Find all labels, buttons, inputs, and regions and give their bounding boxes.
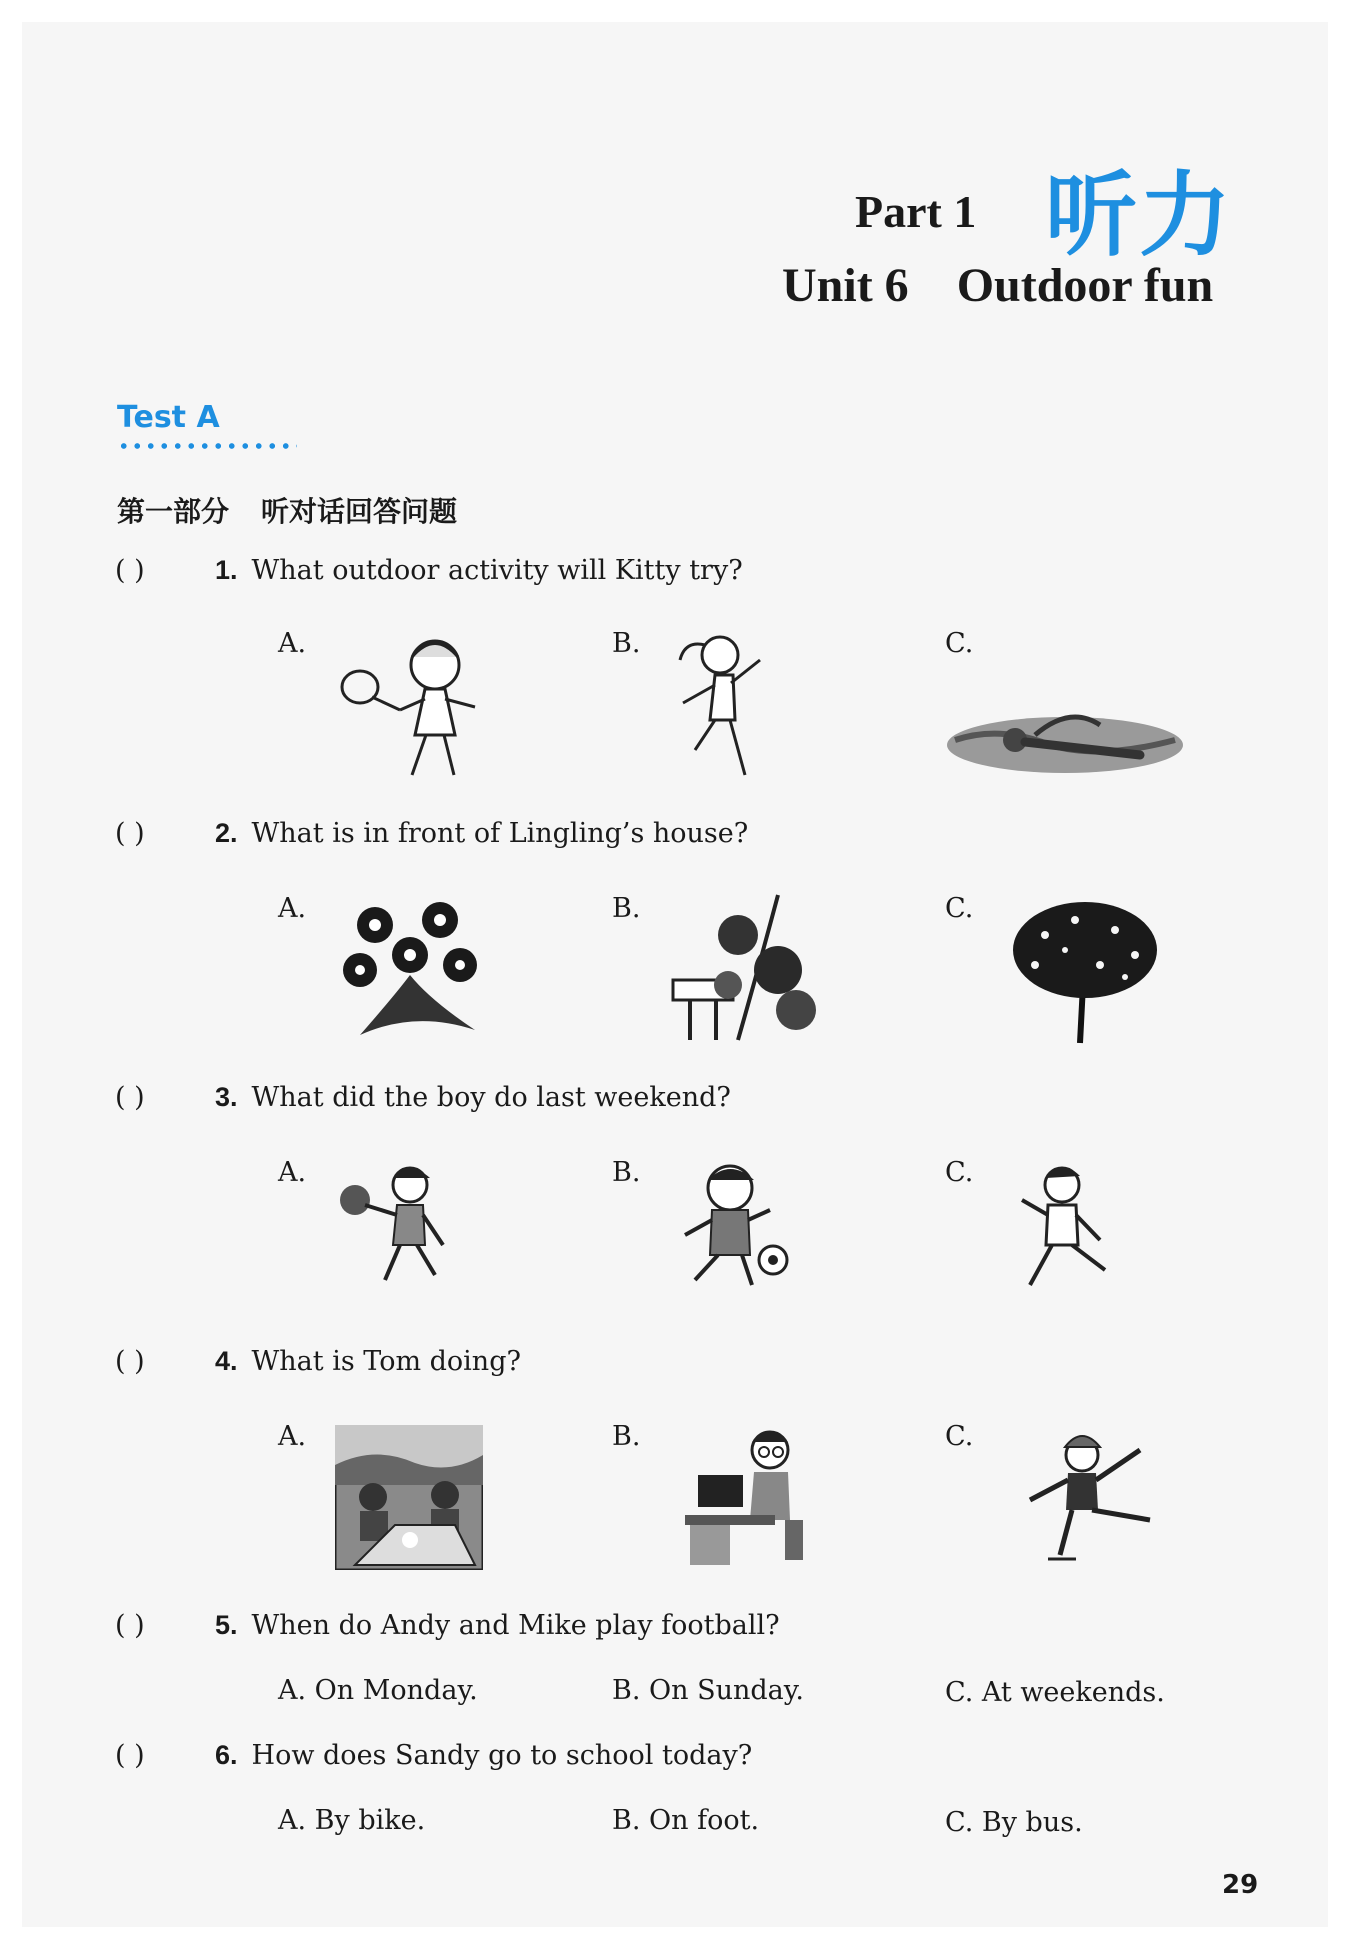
question-text: What outdoor activity will Kitty try? <box>251 555 743 586</box>
question-5 <box>115 1610 780 1641</box>
computer-boy-image <box>680 1420 810 1570</box>
question-text: What is in front of Lingling’s house? <box>251 818 749 849</box>
option-a: A. On Monday. <box>278 1675 478 1706</box>
option-a-label: A. <box>278 1157 307 1188</box>
answer-blank[interactable]: ( ) <box>115 1082 145 1113</box>
swimming-girl-image <box>940 700 1190 785</box>
part-title-chinese: 听力 <box>1045 162 1234 269</box>
picnic-image <box>335 1425 483 1570</box>
option-b-label: B. <box>612 1421 641 1452</box>
option-b-label: B. <box>612 893 641 924</box>
flowers-image <box>335 895 485 1040</box>
question-6 <box>115 1740 752 1771</box>
section-instruction: 听对话回答问题 <box>261 495 458 528</box>
option-c-label: C. <box>945 1421 974 1452</box>
question-number: 6. <box>215 1740 238 1770</box>
question-number: 2. <box>215 818 238 848</box>
test-label: Test A <box>117 400 220 435</box>
option-b-label: B. <box>612 628 641 659</box>
question-4 <box>115 1346 521 1377</box>
answer-blank[interactable]: ( ) <box>115 818 145 849</box>
part-title: Part 1 <box>855 186 977 237</box>
option-b: B. On foot. <box>612 1805 760 1836</box>
basketball-boy-image <box>335 1160 460 1295</box>
football-boy-image <box>670 1160 795 1295</box>
question-text: How does Sandy go to school today? <box>251 1740 753 1771</box>
unit-number: Unit 6 <box>782 259 909 312</box>
option-c-label: C. <box>945 1157 974 1188</box>
question-text: What is Tom doing? <box>251 1346 521 1377</box>
option-c: C. At weekends. <box>945 1677 1165 1708</box>
question-text: What did the boy do last weekend? <box>251 1082 731 1113</box>
section-heading <box>117 490 457 530</box>
option-a-label: A. <box>278 1421 307 1452</box>
option-a-label: A. <box>278 628 307 659</box>
question-3 <box>115 1082 731 1113</box>
tomato-plant-image <box>668 890 828 1045</box>
unit-title: Outdoor fun <box>956 259 1214 312</box>
option-a-label: A. <box>278 893 307 924</box>
unit-heading <box>782 258 1213 313</box>
question-text: When do Andy and Mike play football? <box>251 1610 780 1641</box>
question-number: 5. <box>215 1610 238 1640</box>
answer-blank[interactable]: ( ) <box>115 1740 145 1771</box>
running-girl-image <box>665 625 785 785</box>
question-number: 1. <box>215 555 238 585</box>
option-c-label: C. <box>945 628 974 659</box>
tennis-girl-image <box>330 625 500 785</box>
running-boy-image <box>1000 1160 1125 1295</box>
question-number: 4. <box>215 1346 238 1376</box>
answer-blank[interactable]: ( ) <box>115 1346 145 1377</box>
answer-blank[interactable]: ( ) <box>115 555 145 586</box>
skating-boy-image <box>1020 1425 1160 1565</box>
page-number: 29 <box>1222 1870 1259 1900</box>
option-a: A. By bike. <box>278 1805 426 1836</box>
option-c-label: C. <box>945 893 974 924</box>
answer-blank[interactable]: ( ) <box>115 1610 145 1641</box>
option-c: C. By bus. <box>945 1807 1083 1838</box>
section-label: 第一部分 <box>117 495 230 528</box>
dotted-underline <box>117 442 297 450</box>
question-2 <box>115 818 748 849</box>
option-b-label: B. <box>612 1157 641 1188</box>
tree-image <box>1005 895 1165 1045</box>
option-b: B. On Sunday. <box>612 1675 805 1706</box>
question-number: 3. <box>215 1082 238 1112</box>
question-1 <box>115 555 743 586</box>
